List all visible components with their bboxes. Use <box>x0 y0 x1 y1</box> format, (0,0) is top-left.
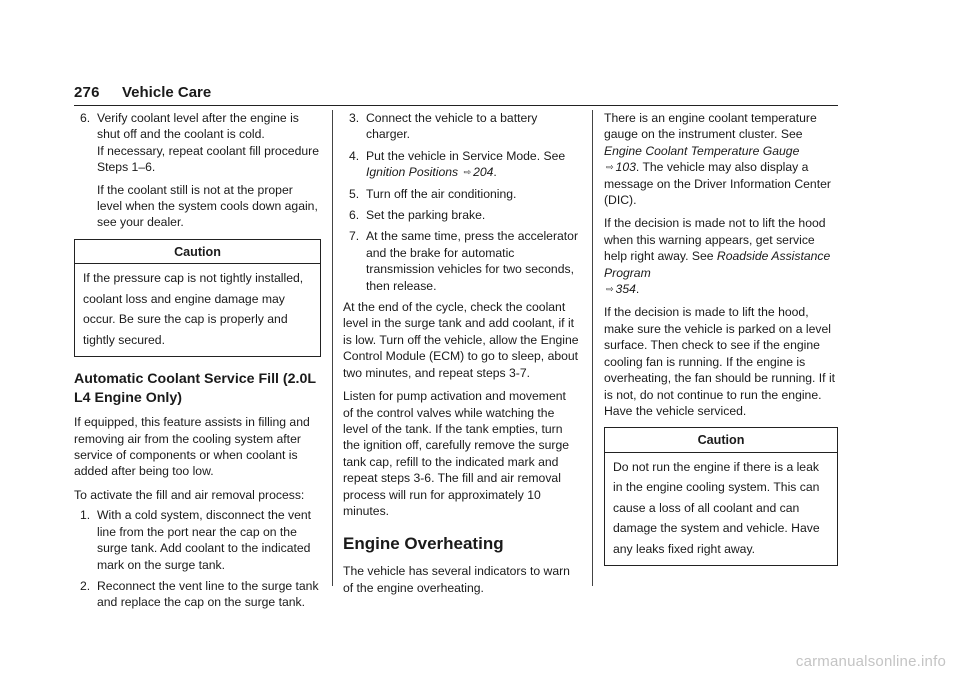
section-heading: Engine Overheating <box>343 534 504 554</box>
cross-reference-link[interactable]: Roadside Assistance Program <box>604 249 831 280</box>
caution-text: Do not run the engine if there is a leak in the engine cooling system. This can cause a loss of all coolant and can damage the system and vehicle. Have any leaks fixed right away. <box>613 459 820 556</box>
step-number: 4. <box>349 148 360 163</box>
step-text: With a cold system, disconnect the vent line from the port near the cap on the surge tank. Add coolant to the indicated mark on the surge tank. <box>97 508 312 572</box>
step-text: Reconnect the vent line to the surge tank and replace the cap on the surge tank. <box>97 578 319 610</box>
column-divider <box>332 110 333 586</box>
paragraph: If equipped, this feature assists in filling and removing air from the cooling system after service of components or when coolant is added after being too low. <box>74 415 310 479</box>
section-heading: Automatic Coolant Service Fill (2.0L L4 Engine Only) <box>74 371 316 407</box>
page-arrow-icon: ⇨ <box>606 162 614 173</box>
caution-title: Caution <box>75 240 320 264</box>
step-number: 6. <box>80 111 91 125</box>
page-header <box>74 84 838 104</box>
page-reference[interactable]: 354 <box>615 282 636 297</box>
step-text: Verify coolant level after the engine is shut off and the coolant is cold. <box>97 111 299 142</box>
page-reference[interactable]: 103 <box>615 160 636 175</box>
punctuation: . <box>493 165 497 180</box>
column-left <box>74 110 321 616</box>
step-number: 7. <box>349 229 360 244</box>
page-title: Vehicle Care <box>122 84 212 101</box>
column-middle <box>343 110 579 603</box>
step-number: 6. <box>349 208 360 223</box>
step-text: Turn off the air conditioning. <box>366 186 517 201</box>
page-reference[interactable]: 204 <box>473 165 494 180</box>
cross-reference-link[interactable]: Engine Coolant Temperature Gauge <box>604 143 800 158</box>
paragraph: Listen for pump activation and movement of the control valves while watching the level of the tank. If the tank empties, turn the ignition off, carefully remove the surge tank cap, refill to the indicated mark and repeat steps 3-6. The fill and air removal process will run for approximately 10 minutes. <box>343 389 570 518</box>
step-item <box>343 148 579 181</box>
step-item <box>343 228 579 294</box>
caution-box <box>604 427 838 566</box>
cross-reference-link[interactable]: Ignition Positions <box>366 165 459 180</box>
paragraph: To activate the fill and air removal process: <box>74 487 305 502</box>
step-item <box>343 110 579 143</box>
page-arrow-icon: ⇨ <box>606 284 614 295</box>
step-text: Put the vehicle in Service Mode. See <box>366 148 566 163</box>
text-run: There is an engine coolant temperature gauge on the instrument cluster. See <box>604 111 817 142</box>
step-number: 2. <box>80 578 91 593</box>
caution-box <box>74 239 321 357</box>
page-number: 276 <box>74 84 100 101</box>
step-subtext: If the coolant still is not at the proper level when the system cools down again, see your dealer. <box>97 182 318 230</box>
header-divider <box>74 105 838 106</box>
page-arrow-icon: ⇨ <box>463 167 472 178</box>
text-run: . The vehicle may also display a message on the Driver Information Center (DIC). <box>604 160 831 208</box>
step-text: Set the parking brake. <box>366 208 486 223</box>
step-item <box>74 110 321 231</box>
column-divider <box>592 110 593 586</box>
step-text: At the same time, press the accelerator and the brake for automatic transmission vehicles for two seconds, then release. <box>366 229 579 293</box>
text-run: . <box>635 282 640 297</box>
step-list <box>74 507 321 610</box>
text-run: If the decision is made not to lift the hood when this warning appears, get service help right away. See <box>604 216 826 264</box>
step-list <box>343 110 579 294</box>
step-list-continued <box>74 110 321 231</box>
step-number: 1. <box>80 508 91 523</box>
paragraph: If the decision is made to lift the hood, make sure the vehicle is parked on a level surface. Then check to see if the engine cooling fan is running. If the engine is overheating, the fan should be running. If it is not, do not continue to run the engine. Have the vehicle serviced. <box>604 305 836 418</box>
step-item <box>74 578 321 611</box>
paragraph: At the end of the cycle, check the coolant level in the surge tank and add coolant, if it is low. Turn off the vehicle, allow the Engine Control Module (ECM) to go to sleep, about two minutes, and repeat steps 3-7. <box>343 300 579 380</box>
step-item <box>343 186 579 202</box>
watermark: carmanualsonline.info <box>795 653 946 670</box>
step-item <box>74 507 321 573</box>
step-number: 3. <box>349 111 360 125</box>
step-text: Connect the vehicle to a battery charger. <box>366 111 538 142</box>
column-right <box>604 110 838 579</box>
step-subtext: If necessary, repeat coolant fill procedure Steps 1–6. <box>97 143 319 175</box>
step-item <box>343 207 579 223</box>
caution-title: Caution <box>605 428 837 452</box>
step-number: 5. <box>349 186 360 201</box>
paragraph <box>604 110 838 208</box>
caution-text: If the pressure cap is not tightly installed, coolant loss and engine damage may occur. Be sure the cap is properly and tightly secured. <box>83 271 304 347</box>
paragraph <box>604 215 838 297</box>
paragraph: The vehicle has several indicators to warn of the engine overheating. <box>343 564 570 595</box>
